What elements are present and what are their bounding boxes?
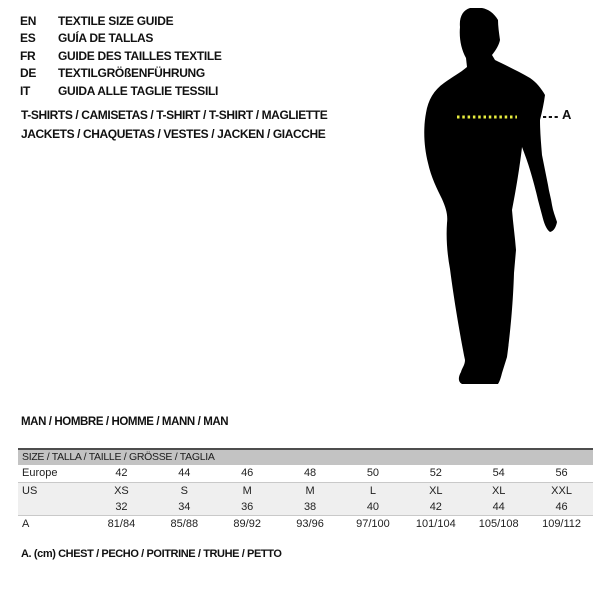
language-code: EN (20, 14, 37, 28)
language-row-it (20, 83, 222, 100)
table-cell: 40 (366, 501, 380, 513)
table-cell: 44 (492, 501, 505, 513)
table-cell: XS (114, 485, 129, 497)
table-row-us (18, 483, 593, 499)
table-row-europe (18, 465, 593, 483)
size-figure (410, 5, 585, 400)
table-cell: 48 (303, 467, 317, 479)
table-cell: 38 (303, 501, 317, 513)
man-silhouette (410, 5, 575, 400)
language-label: GUIDA ALLE TAGLIE TESSILI (58, 83, 219, 98)
category-tshirts: T-SHIRTS / CAMISETAS / T-SHIRT / T-SHIRT / MAGLIETTE (21, 108, 328, 122)
language-label: GUIDE DES TAILLES TEXTILE (58, 48, 222, 63)
table-cell: 89/92 (233, 518, 261, 530)
table-cell: 46 (241, 467, 254, 479)
table-cell: 46 (555, 501, 568, 513)
table-cell: M (305, 485, 315, 497)
category-list (21, 106, 327, 144)
language-row-es (20, 30, 222, 47)
language-label: TEXTILE SIZE GUIDE (58, 14, 174, 28)
table-cell: 34 (178, 501, 191, 513)
size-table-header: SIZE / TALLA / TAILLE / GRÖSSE / TAGLIA (18, 448, 593, 465)
language-row-fr (20, 48, 222, 65)
table-cell: 50 (366, 467, 380, 479)
table-cell: M (242, 485, 252, 497)
language-label: TEXTILGRÖßENFÜHRUNG (58, 66, 205, 81)
table-cell: 54 (492, 467, 505, 479)
table-cell: 93/96 (296, 518, 324, 530)
table-cell: 97/100 (356, 518, 390, 530)
row-label: A (22, 518, 30, 530)
footnote-chest: A. (cm) CHEST / PECHO / POITRINE / TRUHE / PETTO (21, 548, 282, 560)
table-cell: 42 (115, 467, 128, 479)
section-heading-man: MAN / HOMBRE / HOMME / MANN / MAN (21, 416, 229, 428)
table-cell: 105/108 (478, 518, 519, 530)
table-cell: 85/88 (170, 518, 199, 530)
table-cell: 56 (555, 467, 568, 479)
table-cell: S (180, 485, 188, 497)
table-cell: XL (429, 485, 443, 497)
table-cell: 109/112 (542, 518, 582, 530)
row-label: US (22, 485, 38, 497)
language-row-en (20, 13, 222, 30)
language-label: GUÍA DE TALLAS (58, 31, 154, 46)
table-cell: 32 (115, 501, 128, 513)
row-label: Europe (22, 467, 58, 479)
table-cell: 101/104 (415, 518, 456, 530)
table-cell: XL (491, 485, 506, 497)
language-code: ES (20, 31, 36, 46)
category-jackets: JACKETS / CHAQUETAS / VESTES / JACKEN / GIACCHE (21, 127, 326, 141)
table-cell: 44 (178, 467, 191, 479)
table-cell: L (369, 485, 376, 497)
table-cell: 52 (429, 467, 442, 479)
language-row-de (20, 65, 222, 82)
language-list (20, 13, 222, 100)
measure-label-a: A (562, 107, 572, 122)
table-row-chest-a (18, 516, 593, 532)
language-code: FR (20, 48, 36, 63)
table-cell: XXL (551, 485, 572, 497)
table-cell: 42 (429, 501, 442, 513)
size-table (18, 448, 593, 532)
language-code: IT (20, 83, 31, 98)
language-code: DE (20, 66, 37, 81)
row-label (18, 499, 90, 515)
table-row-numeric (18, 499, 593, 516)
table-cell: 36 (241, 501, 254, 513)
table-cell: 81/84 (107, 518, 136, 530)
